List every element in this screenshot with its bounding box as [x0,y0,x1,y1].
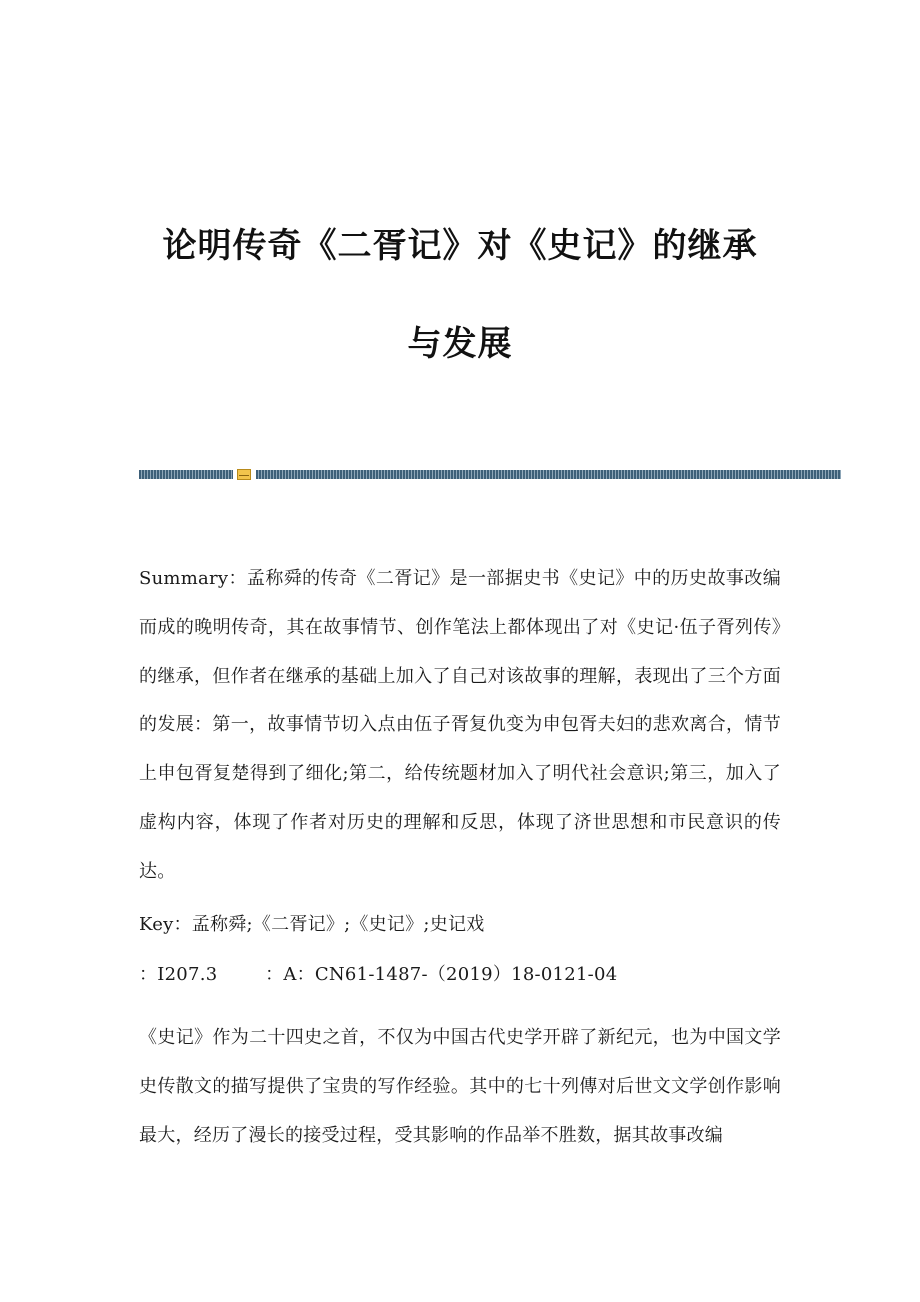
summary-paragraph: Summary：孟称舜的传奇《二胥记》是一部据史书《史记》中的历史故事改编而成的晚明传奇，其在故事情节、创作笔法上都体现出了对《史记·伍子胥列传》的继承，但作者在继承的基础上加入了自己对该故事的理解，表现出了三个方面的发展：第一，故事情节切入点由伍子胥复仇变为申包胥夫妇的悲欢离合，情节上申包胥复楚得到了细化;第二，给传统题材加入了明代社会意识;第三，加入了虚构内容，体现了作者对历史的理解和反思，体现了济世思想和市民意识的传达。 [139,568,781,882]
divider-bar-left [139,470,233,479]
envelope-icon [237,469,251,480]
body-paragraph: 《史记》作为二十四史之首，不仅为中国古代史学开辟了新纪元，也为中国文学史传散文的描写提供了宝贵的写作经验。其中的七十列傳对后世文文学创作影响最大，经历了漫长的接受过程，受其影响的作品举不胜数，据其故事改编 [139,1027,781,1146]
document-title-line-2: 与发展 [407,324,513,364]
divider-bar-right [256,470,841,479]
document-title-line-1: 论明传奇《二胥记》对《史记》的继承 [162,226,758,266]
keywords-line: Key：孟称舜;《二胥记》;《史记》;史记戏 [139,914,485,935]
classification-line: ：I207.3 ：A：CN61-1487-（2019）18-0121-04 [139,964,618,985]
